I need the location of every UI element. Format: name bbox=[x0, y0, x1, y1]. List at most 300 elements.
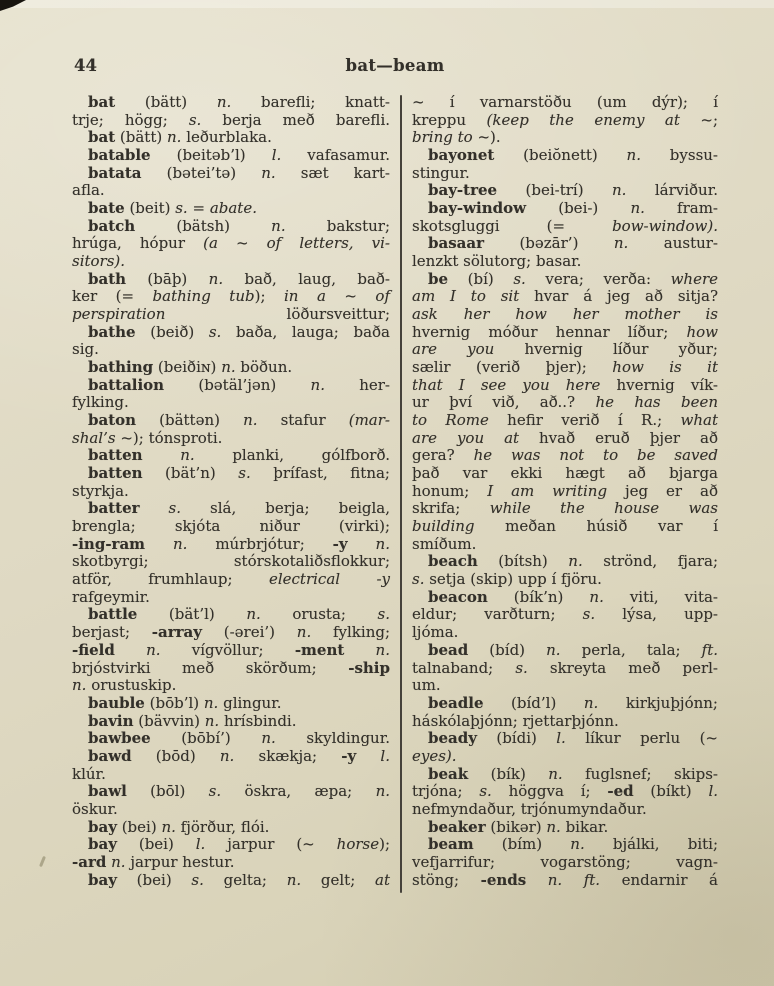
text-run: líkur perlu (~ bbox=[565, 729, 718, 748]
headword: -y bbox=[332, 534, 348, 553]
dict-line bbox=[72, 589, 390, 607]
italic-run: s. bbox=[188, 110, 202, 129]
text-run: afla. bbox=[72, 181, 105, 200]
dict-line bbox=[412, 500, 718, 518]
dict-line bbox=[72, 801, 390, 819]
dict-line bbox=[412, 730, 718, 748]
text-run: fram- bbox=[644, 199, 718, 218]
italic-run: n. bbox=[219, 746, 235, 765]
text-run: gera? bbox=[412, 446, 474, 465]
text-run: (bōd) bbox=[131, 746, 220, 765]
dict-line bbox=[72, 235, 390, 253]
italic-run: n. bbox=[548, 764, 563, 783]
italic-run: n. bbox=[611, 181, 627, 200]
italic-run: s. bbox=[208, 322, 222, 341]
text-run bbox=[356, 747, 380, 765]
dict-line bbox=[72, 112, 390, 130]
headword: bavin bbox=[88, 711, 134, 730]
text-run: lýsa, upp- bbox=[595, 605, 719, 624]
text-run: hrísbindi. bbox=[219, 711, 297, 730]
text-run: (bōbí’) bbox=[150, 729, 262, 748]
text-run: jarpur hestur. bbox=[125, 852, 235, 871]
text-run: rafgeymir. bbox=[72, 587, 150, 606]
text-run: (bík) bbox=[468, 764, 549, 783]
headword: bathe bbox=[88, 322, 136, 341]
text-run: (beit) bbox=[124, 199, 176, 218]
text-run: trje; högg; bbox=[72, 110, 189, 129]
text-run: (bətäl’jən) bbox=[164, 375, 311, 394]
text-run: viti, vita- bbox=[603, 587, 718, 606]
text-run bbox=[526, 871, 548, 889]
dict-line bbox=[72, 819, 390, 837]
dict-line bbox=[72, 642, 390, 660]
dict-line bbox=[412, 553, 718, 571]
dict-line bbox=[72, 412, 390, 430]
text-run: berja með barefli. bbox=[201, 110, 391, 129]
dict-line bbox=[412, 129, 718, 147]
italic-run: he has been bbox=[595, 393, 718, 412]
text-run: bakstur; bbox=[285, 216, 391, 235]
dict-line bbox=[412, 606, 718, 624]
headword: bay bbox=[88, 835, 117, 854]
text-run: (bíd’l) bbox=[483, 693, 584, 712]
headword: -ed bbox=[607, 782, 634, 801]
text-run: (bāþ) bbox=[126, 269, 209, 288]
text-run: (beiŏnett) bbox=[494, 146, 627, 165]
headword: bathing bbox=[88, 358, 154, 377]
dict-line bbox=[412, 430, 718, 448]
text-run bbox=[145, 535, 173, 553]
text-run: (bätsh) bbox=[135, 216, 272, 235]
text-run: (bōb’l) bbox=[144, 693, 204, 712]
text-run: orusta; bbox=[260, 605, 378, 624]
text-run: um. bbox=[412, 676, 441, 695]
italic-run: s. bbox=[515, 658, 528, 677]
left-column bbox=[72, 94, 390, 889]
text-run: hvað eruð þjer að bbox=[519, 428, 718, 447]
text-run: smíðum. bbox=[412, 534, 477, 553]
dict-line bbox=[72, 377, 390, 395]
italic-run: l. bbox=[556, 729, 566, 748]
headword: batten bbox=[88, 446, 143, 465]
text-run: atför, frumhlaup; bbox=[72, 570, 269, 589]
italic-run: n. bbox=[161, 817, 176, 836]
page-header bbox=[72, 55, 718, 77]
italic-run: ask her how her mother is bbox=[412, 305, 718, 324]
italic-run: l. bbox=[708, 782, 719, 801]
dict-line bbox=[412, 200, 718, 218]
text-run: fuglsnef; skips- bbox=[562, 764, 718, 783]
text-run: (bävvin) bbox=[133, 711, 205, 730]
italic-run: n. bbox=[166, 128, 182, 147]
headword: batata bbox=[88, 163, 142, 182]
headword: be bbox=[428, 269, 449, 288]
dict-line bbox=[412, 783, 718, 801]
headword: beak bbox=[428, 764, 469, 783]
dict-line bbox=[412, 235, 718, 253]
text-run: kreppu bbox=[412, 110, 487, 129]
italic-run: while the house was bbox=[489, 499, 719, 518]
italic-run: s. bbox=[208, 782, 222, 801]
text-run: það var ekki hægt að bjarga bbox=[412, 464, 718, 483]
text-run: skækja; bbox=[234, 746, 342, 765]
italic-run: perspiration bbox=[72, 305, 166, 324]
dict-line bbox=[412, 94, 718, 112]
dict-line bbox=[72, 288, 390, 306]
headword: bay-window bbox=[428, 199, 527, 218]
dict-line bbox=[412, 536, 718, 554]
italic-run: n. bbox=[146, 640, 161, 659]
dict-line bbox=[72, 518, 390, 536]
dict-line bbox=[72, 500, 390, 518]
text-run bbox=[140, 499, 169, 517]
text-run: hvar á jeg að sitja? bbox=[519, 287, 718, 306]
text-run: skotbyrgi; stórskotaliðsflokkur; bbox=[72, 552, 390, 571]
headword: -ing-ram bbox=[72, 534, 146, 553]
dict-line bbox=[72, 677, 390, 695]
headword: beach bbox=[428, 552, 478, 571]
dict-line bbox=[412, 571, 718, 589]
text-run: honum; bbox=[412, 481, 488, 500]
dict-line bbox=[72, 483, 390, 501]
headword: bay bbox=[88, 817, 117, 836]
headword: batten bbox=[88, 464, 143, 483]
dict-line bbox=[412, 465, 718, 483]
italic-run: n. bbox=[583, 693, 599, 712]
dict-line bbox=[412, 677, 718, 695]
text-run: (bík’n) bbox=[487, 587, 590, 606]
text-run: (bät’l) bbox=[137, 605, 247, 624]
italic-run: n. bbox=[180, 446, 195, 465]
text-run: ~ í varnarstöðu (um dýr); í bbox=[412, 93, 718, 111]
text-run bbox=[115, 641, 146, 659]
italic-run: l. bbox=[380, 746, 390, 765]
text-run: vefjarrifur; vogarstöng; vagn- bbox=[412, 852, 718, 871]
text-run: vera; verða: bbox=[525, 269, 671, 288]
headword: bayonet bbox=[428, 146, 495, 165]
headword: bay-tree bbox=[428, 181, 498, 200]
text-run: planki, gólfborð. bbox=[194, 446, 390, 465]
dict-line bbox=[412, 642, 718, 660]
dict-line bbox=[72, 606, 390, 624]
text-run: (bíkt) bbox=[633, 782, 709, 801]
dict-line bbox=[412, 518, 718, 536]
dict-line bbox=[72, 447, 390, 465]
scan-edge-highlight bbox=[0, 0, 774, 8]
dict-line bbox=[72, 253, 390, 271]
italic-run: s. bbox=[168, 499, 182, 518]
dict-line bbox=[72, 147, 390, 165]
dict-line bbox=[412, 483, 718, 501]
text-run: setja (skip) upp í fjöru. bbox=[424, 570, 602, 589]
text-run: bjálki, biti; bbox=[584, 835, 718, 854]
text-run: (bətei’tə) bbox=[141, 163, 262, 182]
dict-line bbox=[72, 182, 390, 200]
text-run: hefir verið í R.; bbox=[488, 411, 681, 430]
headword: beadle bbox=[428, 693, 484, 712]
headword: bead bbox=[428, 640, 469, 659]
text-run: baða, lauga; baða bbox=[221, 322, 390, 341]
text-run: skrifa; bbox=[412, 499, 490, 518]
dict-line bbox=[72, 766, 390, 784]
text-run: lárviður. bbox=[626, 181, 718, 200]
italic-run: s. bbox=[412, 570, 425, 589]
dict-line bbox=[412, 819, 718, 837]
headword: bawbee bbox=[88, 729, 151, 748]
text-run: slá, berja; beigla, bbox=[181, 499, 390, 518]
text-run: (beiðiɴ) bbox=[153, 358, 222, 377]
text-run: orustuskip. bbox=[86, 676, 177, 695]
headword: bay bbox=[88, 870, 117, 889]
dict-line bbox=[72, 854, 390, 872]
text-run: ljóma. bbox=[412, 623, 459, 642]
text-run: ~); tónsproti. bbox=[115, 428, 223, 447]
italic-run: (a ~ of letters, vi- bbox=[203, 234, 390, 253]
text-run: trjóna; bbox=[412, 782, 480, 801]
dict-line bbox=[72, 783, 390, 801]
italic-run: n. bbox=[261, 729, 276, 748]
text-run: (bikər) bbox=[485, 817, 547, 836]
italic-run: n. bbox=[375, 782, 390, 801]
text-run: fjörður, flói. bbox=[175, 817, 270, 836]
text-run: glingur. bbox=[218, 693, 282, 712]
italic-run: l. bbox=[195, 835, 206, 854]
italic-run: are you bbox=[412, 340, 495, 359]
italic-run: s. bbox=[479, 782, 492, 801]
text-run: skreyta með perl- bbox=[527, 658, 718, 677]
dict-line bbox=[412, 324, 718, 342]
text-run: (beið) bbox=[135, 322, 209, 341]
headword: bawl bbox=[88, 782, 127, 801]
italic-run: n. bbox=[589, 587, 604, 606]
text-run: ); bbox=[379, 835, 390, 854]
text-run: (bōl) bbox=[126, 782, 209, 801]
italic-run: n. bbox=[243, 411, 258, 430]
dict-line bbox=[412, 147, 718, 165]
dict-line bbox=[72, 624, 390, 642]
text-run: bað, laug, bað- bbox=[223, 269, 390, 288]
italic-run: n. bbox=[221, 358, 236, 377]
text-run: ~). bbox=[472, 128, 501, 147]
text-run: sæt kart- bbox=[275, 163, 390, 182]
dict-line bbox=[72, 324, 390, 342]
text-run: skotsgluggi (= bbox=[412, 216, 613, 235]
dict-line bbox=[412, 748, 718, 766]
dict-line bbox=[72, 271, 390, 289]
dict-line bbox=[412, 854, 718, 872]
headword: beaker bbox=[428, 817, 486, 836]
italic-run: bow-window). bbox=[612, 216, 718, 235]
headword: beacon bbox=[428, 587, 488, 606]
text-run: ur því við, að..? bbox=[412, 393, 596, 412]
text-run: (bí) bbox=[448, 269, 514, 288]
headword: battalion bbox=[88, 375, 165, 394]
italic-run: n. bbox=[613, 234, 629, 253]
text-run: (bei) bbox=[116, 835, 196, 854]
dict-line bbox=[72, 748, 390, 766]
italic-run: n. bbox=[546, 817, 561, 836]
italic-run: ft. bbox=[583, 870, 601, 889]
italic-run: n. bbox=[203, 693, 219, 712]
italic-run: n. bbox=[547, 870, 563, 889]
column-divider bbox=[400, 95, 402, 893]
italic-run: in a ~ of bbox=[284, 287, 390, 306]
page-number: 44 bbox=[74, 56, 97, 75]
italic-run: s. bbox=[238, 464, 251, 483]
text-run: strönd, fjara; bbox=[582, 552, 719, 571]
text-run: hrúga, hópur bbox=[72, 234, 204, 253]
headword: batter bbox=[88, 499, 140, 518]
dict-line bbox=[72, 730, 390, 748]
text-run: höggva í; bbox=[491, 782, 608, 801]
dict-line bbox=[412, 394, 718, 412]
text-run: löðursveittur; bbox=[165, 305, 390, 324]
text-run: (bím) bbox=[473, 835, 571, 854]
text-run: hvernig líður yður; bbox=[494, 340, 718, 359]
dict-line bbox=[412, 182, 718, 200]
headword: basaar bbox=[428, 234, 484, 253]
text-run: (bei) bbox=[116, 817, 162, 836]
text-run: stingur. bbox=[412, 163, 470, 182]
italic-run: n. bbox=[246, 605, 261, 624]
dict-line bbox=[412, 377, 718, 395]
italic-run: (mar- bbox=[348, 411, 390, 430]
text-run: (beitəb’l) bbox=[150, 146, 272, 165]
headword: beam bbox=[428, 835, 474, 854]
dict-line bbox=[412, 341, 718, 359]
italic-run: are you at bbox=[412, 428, 520, 447]
text-run: endarnir á bbox=[600, 870, 718, 889]
italic-run: s. bbox=[377, 605, 390, 624]
text-run: sælir (verið þjer); bbox=[412, 358, 613, 377]
text-run: nefmyndaður, trjónumyndaður. bbox=[412, 799, 647, 818]
text-run bbox=[562, 871, 584, 889]
dict-line bbox=[72, 165, 390, 183]
dict-line bbox=[412, 766, 718, 784]
italic-run: n. bbox=[204, 711, 220, 730]
dict-line bbox=[412, 447, 718, 465]
text-run: jarpur (~ bbox=[205, 835, 337, 854]
headword: bawd bbox=[88, 746, 132, 765]
headword: battle bbox=[88, 605, 138, 624]
dict-line bbox=[72, 553, 390, 571]
dict-line bbox=[72, 571, 390, 589]
italic-run: shal’s bbox=[72, 428, 116, 447]
text-run: bikar. bbox=[560, 817, 609, 836]
dict-line bbox=[412, 165, 718, 183]
italic-run: n. bbox=[296, 623, 312, 642]
italic-run: horse bbox=[336, 835, 380, 854]
headword: -array bbox=[151, 623, 202, 642]
text-run: vafasamur. bbox=[281, 146, 391, 165]
dict-line bbox=[72, 200, 390, 218]
guide-words: bat—beam bbox=[345, 56, 445, 75]
text-run: leðurblaka. bbox=[181, 128, 272, 147]
dict-line bbox=[412, 412, 718, 430]
text-run: ); bbox=[254, 287, 284, 306]
dict-line bbox=[72, 430, 390, 448]
dict-line bbox=[412, 624, 718, 642]
headword: bat bbox=[88, 128, 116, 147]
headword: -ship bbox=[348, 658, 390, 677]
text-run: brjóstvirki með skörðum; bbox=[72, 658, 349, 677]
italic-run: sitors). bbox=[72, 252, 126, 271]
text-run: hvernig vík- bbox=[600, 375, 719, 394]
text-run: fylking; bbox=[311, 623, 391, 642]
text-run: sig. bbox=[72, 340, 99, 359]
text-run: (bəzār’) bbox=[484, 234, 614, 253]
dict-line bbox=[412, 872, 718, 890]
dict-line bbox=[72, 713, 390, 731]
italic-run: n. bbox=[261, 163, 276, 182]
italic-run: he was not to be saved bbox=[473, 446, 719, 465]
text-run: (bättən) bbox=[136, 411, 244, 430]
text-run: stafur bbox=[257, 411, 349, 430]
italic-run: n. bbox=[271, 216, 286, 235]
text-run: byssu- bbox=[640, 146, 718, 165]
italic-run: electrical -y bbox=[268, 570, 390, 589]
dict-line bbox=[72, 218, 390, 236]
italic-run: what bbox=[680, 411, 718, 430]
text-run bbox=[348, 535, 376, 553]
text-run: klúr. bbox=[72, 764, 106, 783]
italic-run: n. bbox=[626, 146, 641, 165]
dict-line bbox=[412, 695, 718, 713]
italic-run: I am writing bbox=[487, 481, 608, 500]
text-run: (bei-) bbox=[526, 199, 631, 218]
headword: batch bbox=[88, 216, 136, 235]
text-run: austur- bbox=[628, 234, 718, 253]
text-run: (bätt) bbox=[115, 128, 167, 147]
text-run: lenzkt sölutorg; basar. bbox=[412, 252, 582, 271]
italic-run: n. bbox=[208, 269, 224, 288]
italic-run: that I see you here bbox=[412, 375, 601, 394]
right-column bbox=[412, 94, 718, 889]
italic-run: bathing tub bbox=[152, 287, 255, 306]
text-run: skyldingur. bbox=[275, 729, 390, 748]
text-run: (bei) bbox=[116, 870, 192, 889]
text-run: (bíd) bbox=[468, 640, 547, 659]
text-run: brengla; skjóta niður (virki); bbox=[72, 517, 390, 536]
text-run: eldur; varðturn; bbox=[412, 605, 583, 624]
italic-run: n. bbox=[375, 640, 390, 659]
text-run: (bídi) bbox=[476, 729, 557, 748]
dict-line bbox=[412, 253, 718, 271]
dict-line bbox=[72, 359, 390, 377]
dict-line bbox=[412, 801, 718, 819]
dict-line bbox=[72, 465, 390, 483]
text-run: meðan húsið var í bbox=[474, 517, 718, 536]
text-run: böðun. bbox=[235, 358, 293, 377]
dict-line bbox=[72, 872, 390, 890]
text-run: her- bbox=[324, 375, 391, 394]
scan-smudge-artifact bbox=[39, 856, 46, 867]
italic-run: n. bbox=[111, 852, 126, 871]
italic-run: n. bbox=[286, 870, 302, 889]
italic-run: n. bbox=[630, 199, 645, 218]
headword: bauble bbox=[88, 693, 145, 712]
italic-run: how bbox=[686, 322, 718, 341]
dict-line bbox=[412, 288, 718, 306]
dict-line bbox=[72, 660, 390, 678]
text-run: vígvöllur; bbox=[160, 640, 295, 659]
text-run: = bbox=[187, 199, 210, 218]
headword: batable bbox=[88, 146, 151, 165]
text-run: hvernig móður hennar líður; bbox=[412, 322, 687, 341]
headword: baton bbox=[88, 411, 137, 430]
text-run: gelta; bbox=[203, 870, 287, 889]
text-run: ker (= bbox=[72, 287, 153, 306]
